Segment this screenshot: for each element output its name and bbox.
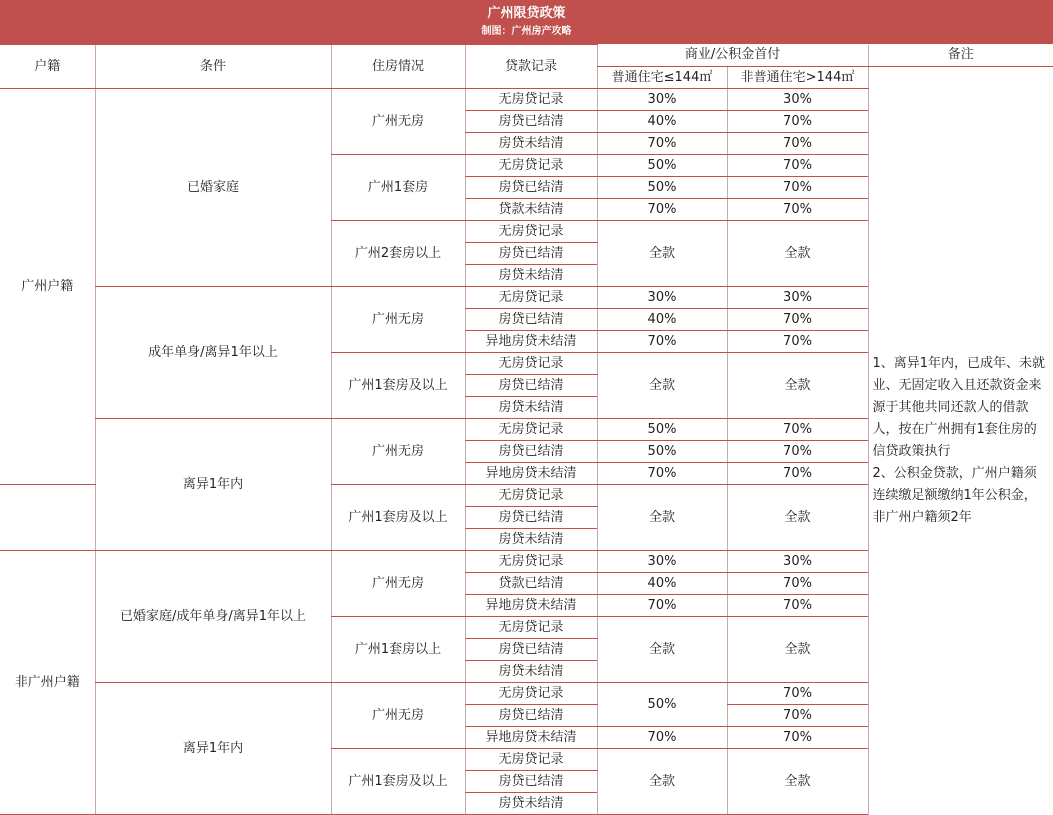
housing-cell: 广州无房 <box>331 89 465 155</box>
ordinary-payment-cell: 70% <box>597 727 727 749</box>
loan-record-cell: 无房贷记录 <box>465 617 597 639</box>
remark-note: 1、离异1年内，已成年、未就业、无固定收入且还款资金来源于其他共同还款人的借款人，按在广州拥有1套住房的信贷政策执行 2、公积金贷款，广州户籍须连续缴足额缴纳1年公积金，非广州户籍须2年 <box>868 67 1053 815</box>
col-header-hukou: 户籍 <box>0 45 95 89</box>
non-ordinary-payment-cell: 全款 <box>727 221 868 287</box>
housing-cell: 广州无房 <box>331 551 465 617</box>
ordinary-payment-cell: 全款 <box>597 617 727 683</box>
non-ordinary-payment-cell: 70% <box>727 727 868 749</box>
ordinary-payment-cell: 70% <box>597 595 727 617</box>
loan-record-cell: 房贷已结清 <box>465 111 597 133</box>
non-ordinary-payment-cell: 30% <box>727 89 868 111</box>
non-ordinary-payment-cell: 70% <box>727 133 868 155</box>
non-ordinary-payment-cell: 70% <box>727 595 868 617</box>
loan-record-cell: 房贷未结清 <box>465 793 597 815</box>
group-gz-extra <box>0 485 95 551</box>
ordinary-payment-cell: 全款 <box>597 221 727 287</box>
ordinary-payment-cell: 70% <box>597 331 727 353</box>
non-ordinary-payment-cell: 全款 <box>727 353 868 419</box>
page-subtitle: 制图：广州房产攻略 <box>481 26 572 37</box>
loan-record-cell: 无房贷记录 <box>465 89 597 111</box>
ordinary-payment-cell: 全款 <box>597 749 727 815</box>
non-ordinary-payment-cell: 70% <box>727 463 868 485</box>
non-ordinary-payment-cell: 70% <box>727 683 868 705</box>
loan-record-cell: 无房贷记录 <box>465 221 597 243</box>
ordinary-payment-cell: 40% <box>597 573 727 595</box>
loan-record-cell: 房贷未结清 <box>465 529 597 551</box>
non-ordinary-payment-cell: 30% <box>727 551 868 573</box>
housing-cell: 广州1套房及以上 <box>331 485 465 551</box>
ordinary-payment-cell: 40% <box>597 111 727 133</box>
loan-record-cell: 贷款已结清 <box>465 573 597 595</box>
ordinary-payment-cell: 50% <box>597 419 727 441</box>
loan-record-cell: 异地房贷未结清 <box>465 463 597 485</box>
non-ordinary-payment-cell: 70% <box>727 573 868 595</box>
loan-record-cell: 异地房贷未结清 <box>465 727 597 749</box>
loan-record-cell: 房贷已结清 <box>465 375 597 397</box>
loan-record-cell: 无房贷记录 <box>465 485 597 507</box>
non-ordinary-payment-cell: 70% <box>727 155 868 177</box>
ordinary-payment-cell: 全款 <box>597 485 727 551</box>
group-gz: 广州户籍 <box>0 89 95 485</box>
loan-record-cell: 无房贷记录 <box>465 749 597 771</box>
loan-record-cell: 房贷已结清 <box>465 441 597 463</box>
condition-cell: 离异1年内 <box>95 419 331 551</box>
condition-cell: 成年单身/离异1年以上 <box>95 287 331 419</box>
ordinary-payment-cell: 30% <box>597 551 727 573</box>
ordinary-payment-cell: 70% <box>597 133 727 155</box>
non-ordinary-payment-cell: 70% <box>727 331 868 353</box>
policy-table <box>0 44 1053 815</box>
housing-cell: 广州1套房 <box>331 155 465 221</box>
loan-record-cell: 无房贷记录 <box>465 155 597 177</box>
condition-cell: 已婚家庭 <box>95 89 331 287</box>
non-ordinary-payment-cell: 70% <box>727 705 868 727</box>
loan-record-cell: 房贷已结清 <box>465 177 597 199</box>
col-header-non-ordinary: 非普通住宅>144㎡ <box>727 67 868 89</box>
non-ordinary-payment-cell: 70% <box>727 309 868 331</box>
col-header-loan-record: 贷款记录 <box>465 45 597 89</box>
col-header-housing: 住房情况 <box>331 45 465 89</box>
ordinary-payment-cell: 70% <box>597 463 727 485</box>
loan-record-cell: 房贷未结清 <box>465 397 597 419</box>
loan-record-cell: 房贷未结清 <box>465 661 597 683</box>
loan-record-cell: 无房贷记录 <box>465 551 597 573</box>
page-title: 广州限贷政策 <box>487 6 566 21</box>
condition-cell: 离异1年内 <box>95 683 331 815</box>
ordinary-payment-cell: 50% <box>597 155 727 177</box>
ordinary-payment-cell: 50% <box>597 683 727 727</box>
housing-cell: 广州1套房及以上 <box>331 353 465 419</box>
non-ordinary-payment-cell: 全款 <box>727 617 868 683</box>
loan-record-cell: 贷款未结清 <box>465 199 597 221</box>
loan-record-cell: 无房贷记录 <box>465 683 597 705</box>
loan-record-cell: 房贷已结清 <box>465 771 597 793</box>
non-ordinary-payment-cell: 70% <box>727 419 868 441</box>
loan-record-cell: 房贷已结清 <box>465 243 597 265</box>
ordinary-payment-cell: 全款 <box>597 353 727 419</box>
col-header-down-payment: 商业/公积金首付 <box>597 45 868 67</box>
housing-cell: 广州无房 <box>331 287 465 353</box>
loan-record-cell: 异地房贷未结清 <box>465 331 597 353</box>
non-ordinary-payment-cell: 全款 <box>727 749 868 815</box>
non-ordinary-payment-cell: 70% <box>727 177 868 199</box>
housing-cell: 广州1套房及以上 <box>331 749 465 815</box>
loan-record-cell: 无房贷记录 <box>465 353 597 375</box>
non-ordinary-payment-cell: 70% <box>727 199 868 221</box>
housing-cell: 广州2套房以上 <box>331 221 465 287</box>
condition-cell: 已婚家庭/成年单身/离异1年以上 <box>95 551 331 683</box>
non-ordinary-payment-cell: 全款 <box>727 485 868 551</box>
title-banner <box>0 0 1053 44</box>
loan-record-cell: 房贷已结清 <box>465 507 597 529</box>
non-ordinary-payment-cell: 70% <box>727 441 868 463</box>
col-header-remark: 备注 <box>868 45 1053 67</box>
loan-record-cell: 房贷已结清 <box>465 309 597 331</box>
ordinary-payment-cell: 30% <box>597 89 727 111</box>
housing-cell: 广州无房 <box>331 419 465 485</box>
loan-record-cell: 异地房贷未结清 <box>465 595 597 617</box>
col-header-condition: 条件 <box>95 45 331 89</box>
non-ordinary-payment-cell: 30% <box>727 287 868 309</box>
ordinary-payment-cell: 50% <box>597 177 727 199</box>
ordinary-payment-cell: 50% <box>597 441 727 463</box>
non-ordinary-payment-cell: 70% <box>727 111 868 133</box>
loan-record-cell: 房贷未结清 <box>465 133 597 155</box>
ordinary-payment-cell: 30% <box>597 287 727 309</box>
loan-record-cell: 无房贷记录 <box>465 287 597 309</box>
housing-cell: 广州1套房以上 <box>331 617 465 683</box>
loan-record-cell: 房贷已结清 <box>465 705 597 727</box>
housing-cell: 广州无房 <box>331 683 465 749</box>
ordinary-payment-cell: 70% <box>597 199 727 221</box>
group-non-gz: 非广州户籍 <box>0 551 95 815</box>
ordinary-payment-cell: 40% <box>597 309 727 331</box>
loan-record-cell: 房贷已结清 <box>465 639 597 661</box>
loan-record-cell: 房贷未结清 <box>465 265 597 287</box>
col-header-ordinary: 普通住宅≤144㎡ <box>597 67 727 89</box>
loan-record-cell: 无房贷记录 <box>465 419 597 441</box>
